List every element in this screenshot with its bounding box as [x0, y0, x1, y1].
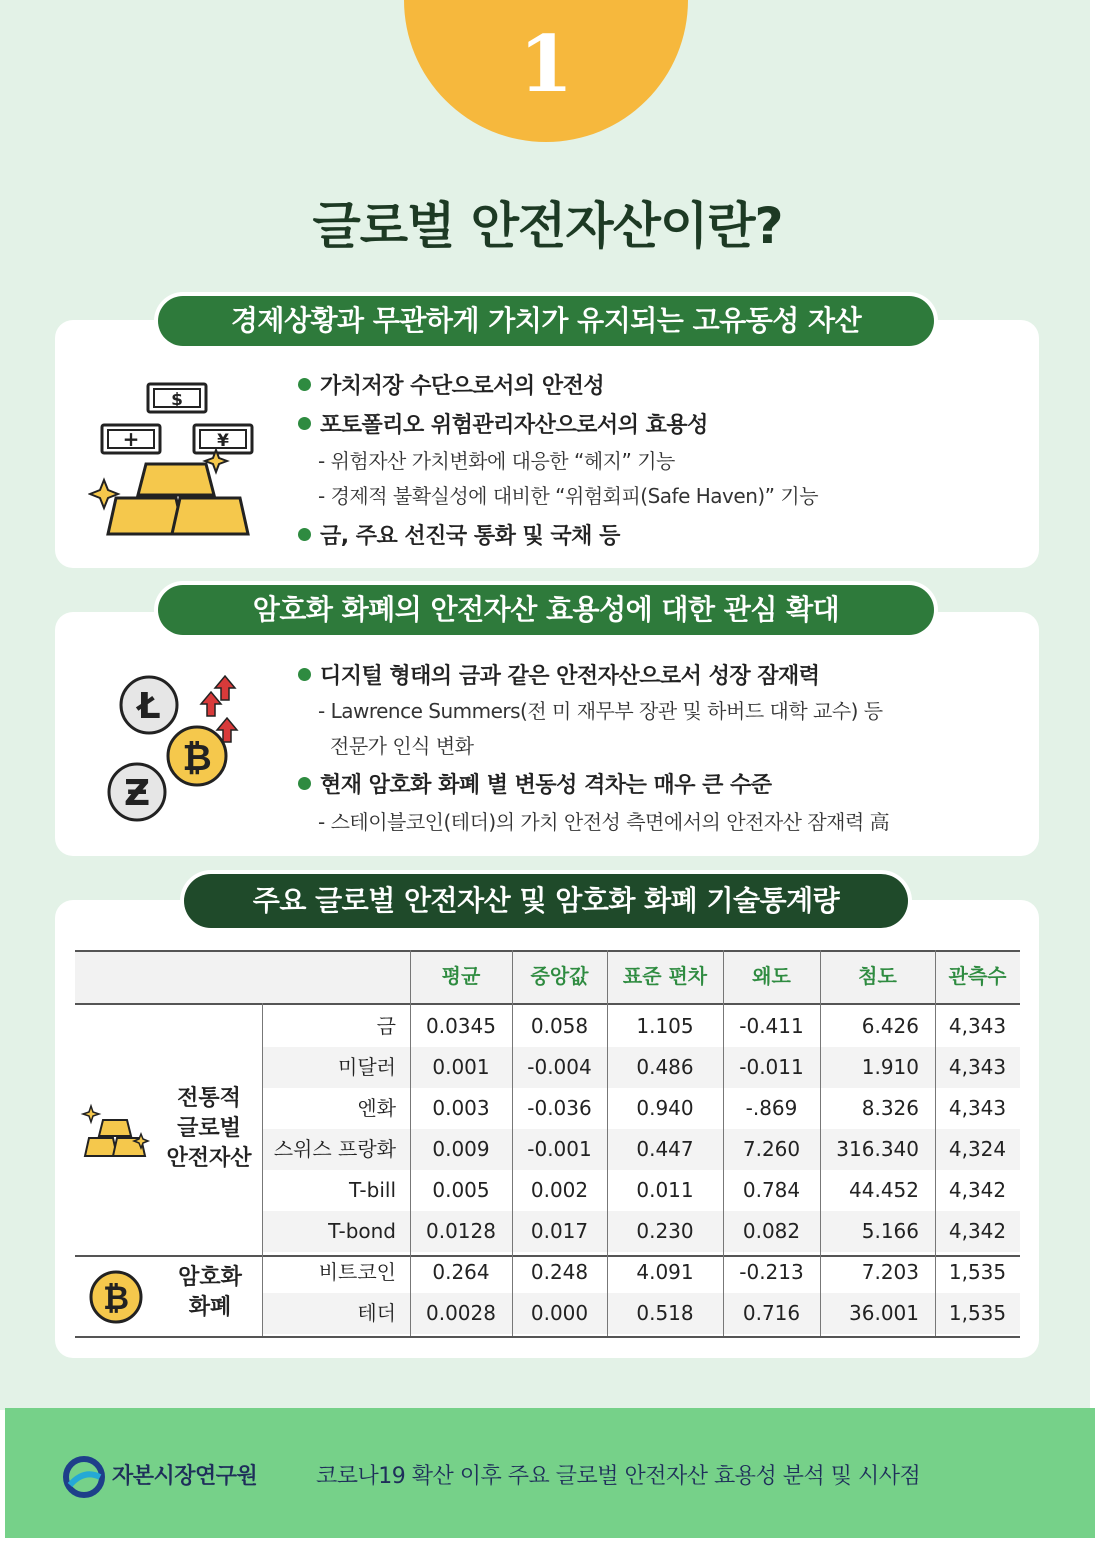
table-cell: 4.091	[636, 1260, 694, 1284]
table-cell: 4,342	[948, 1178, 1007, 1202]
table-cell: 0.058	[530, 1014, 589, 1038]
table-rule	[75, 950, 1020, 952]
section2-title: 암호화 화폐의 안전자산 효용성에 대한 관심 확대	[158, 585, 934, 635]
table-cell: 0.940	[636, 1096, 694, 1120]
table-cell: 0.784	[742, 1178, 801, 1202]
footer-org: 자본시장연구원	[112, 1464, 258, 1489]
table-row-label: 비트코인	[318, 1260, 396, 1284]
table-cell: -0.036	[527, 1096, 592, 1120]
table-row-label: T-bond	[328, 1219, 396, 1243]
table-column-rule	[262, 1003, 263, 1336]
table-cell: -0.004	[527, 1055, 592, 1079]
table-cell: 0.002	[530, 1178, 589, 1202]
table-cell: 44.452	[849, 1178, 919, 1202]
table-group-label: 전통적 글로벌 안전자산	[166, 1086, 252, 1171]
section1-bullet-2: 포토폴리오 위험관리자산으로서의 효용성	[298, 408, 708, 439]
svg-text:Ƶ: Ƶ	[123, 773, 151, 814]
table-row-label: 테더	[357, 1301, 396, 1325]
table-cell: 0.716	[742, 1301, 801, 1325]
section2-sub-1: - Lawrence Summers(전 미 재무부 장관 및 하버드 대학 교수) 등	[318, 699, 883, 723]
table-cell: 0.230	[636, 1219, 694, 1243]
table-column-rule	[935, 950, 936, 1336]
page-title: 글로벌 안전자산이란?	[312, 197, 783, 255]
table-header-1: 중앙값	[530, 964, 589, 988]
bitcoin-icon	[168, 727, 226, 785]
table-cell: 36.001	[849, 1301, 919, 1325]
section1-title: 경제상황과 무관하게 가치가 유지되는 고유동성 자산	[158, 296, 934, 346]
yen-label: ¥	[217, 431, 229, 451]
table-cell: 4,324	[948, 1137, 1007, 1161]
table-cell: 4,342	[948, 1219, 1007, 1243]
table-group-label: 암호화 화폐	[178, 1265, 242, 1320]
money-gold-icon	[88, 380, 263, 540]
table-rule	[75, 1255, 1020, 1257]
table-cell: 0.003	[432, 1096, 490, 1120]
svg-text:₿: ₿	[182, 738, 212, 779]
table-header-0: 평균	[441, 964, 481, 988]
table-cell: 316.340	[836, 1137, 919, 1161]
table-cell: 0.264	[432, 1260, 490, 1284]
table-cell: 7.260	[742, 1137, 801, 1161]
footer-title: 코로나19 확산 이후 주요 글로벌 안전자산 효용성 분석 및 시사점	[316, 1464, 921, 1489]
litecoin-icon	[121, 677, 177, 733]
table-cell: 0.082	[742, 1219, 801, 1243]
table-cell: 6.426	[861, 1014, 919, 1038]
table-cell: 4,343	[948, 1096, 1007, 1120]
table-rule	[75, 1336, 1020, 1338]
section1-bullet-1: 가치저장 수단으로서의 안전성	[298, 369, 604, 400]
table-cell: 0.447	[636, 1137, 694, 1161]
table-cell: 1,535	[948, 1260, 1007, 1284]
table-cell: -.869	[745, 1096, 798, 1120]
table-cell: 1.910	[861, 1055, 919, 1079]
table-cell: 0.0028	[426, 1301, 496, 1325]
table-cell: 0.486	[636, 1055, 694, 1079]
table-cell: 0.011	[636, 1178, 694, 1202]
bitcoin-icon	[87, 1268, 145, 1326]
table-cell: 0.518	[636, 1301, 694, 1325]
table-cell: 7.203	[861, 1260, 919, 1284]
svg-text:Ł: Ł	[137, 686, 161, 727]
table-cell: 0.005	[432, 1178, 490, 1202]
table-cell: 0.001	[432, 1055, 490, 1079]
crypto-icon	[105, 672, 245, 827]
section2-sub-2: 전문가 인식 변화	[330, 734, 474, 758]
dollar-label: $	[171, 390, 183, 410]
svg-text:₿: ₿	[102, 1279, 130, 1317]
table-row-label: 미달러	[338, 1055, 396, 1079]
table-header-2: 표준 편차	[622, 964, 708, 988]
section2-bullet-2: 현재 암호화 화폐 별 변동성 격차는 매우 큰 수준	[298, 768, 772, 799]
table-row-label: 스위스 프랑화	[273, 1137, 396, 1161]
table-row-label: T-bill	[349, 1178, 396, 1202]
table-column-rule	[820, 950, 821, 1336]
table-cell: 8.326	[861, 1096, 919, 1120]
section2-sub-3: - 스테이블코인(테더)의 가치 안전성 측면에서의 안전자산 잠재력 高	[318, 810, 890, 834]
table-cell: 0.000	[530, 1301, 589, 1325]
table-column-rule	[607, 950, 608, 1336]
table-cell: 4,343	[948, 1014, 1007, 1038]
table-cell: -0.411	[739, 1014, 804, 1038]
table-cell: -0.011	[739, 1055, 804, 1079]
table-cell: -0.213	[739, 1260, 804, 1284]
table-header-3: 왜도	[752, 964, 791, 988]
section1-bullet-3: 금, 주요 선진국 통화 및 국채 등	[298, 519, 620, 550]
table-cell: 0.017	[530, 1219, 589, 1243]
table-row-label: 엔화	[357, 1096, 396, 1120]
table-rule	[75, 1003, 1020, 1005]
table-cell: 0.009	[432, 1137, 490, 1161]
section3-title: 주요 글로벌 안전자산 및 암호화 화폐 기술통계량	[184, 874, 908, 928]
table-cell: 4,343	[948, 1055, 1007, 1079]
section2-bullet-1: 디지털 형태의 금과 같은 안전자산으로서 성장 잠재력	[298, 659, 820, 690]
gold-bars-icon	[77, 1102, 157, 1164]
table-cell: 0.0345	[426, 1014, 496, 1038]
section1-sub-2: - 경제적 불확실성에 대비한 “위험회피(Safe Haven)” 기능	[318, 484, 819, 508]
table-cell: 0.248	[530, 1260, 589, 1284]
table-cell: 5.166	[861, 1219, 919, 1243]
table-cell: 1.105	[636, 1014, 694, 1038]
gold-bars-icon	[108, 464, 248, 534]
zcash-icon	[109, 764, 165, 820]
svg-text:+: +	[122, 427, 140, 451]
table-header-4: 첨도	[858, 964, 897, 988]
table-column-rule	[410, 950, 411, 1336]
table-row-label: 금	[376, 1014, 396, 1038]
table-cell: 0.0128	[426, 1219, 496, 1243]
logo-icon	[62, 1455, 106, 1499]
table-column-rule	[723, 950, 724, 1336]
table-cell: -0.001	[527, 1137, 592, 1161]
table-cell: 1,535	[948, 1301, 1007, 1325]
table-header-5: 관측수	[948, 964, 1007, 988]
section-number: 1	[518, 19, 574, 110]
table-column-rule	[512, 950, 513, 1336]
section1-sub-1: - 위험자산 가치변화에 대응한 “헤지” 기능	[318, 449, 675, 473]
